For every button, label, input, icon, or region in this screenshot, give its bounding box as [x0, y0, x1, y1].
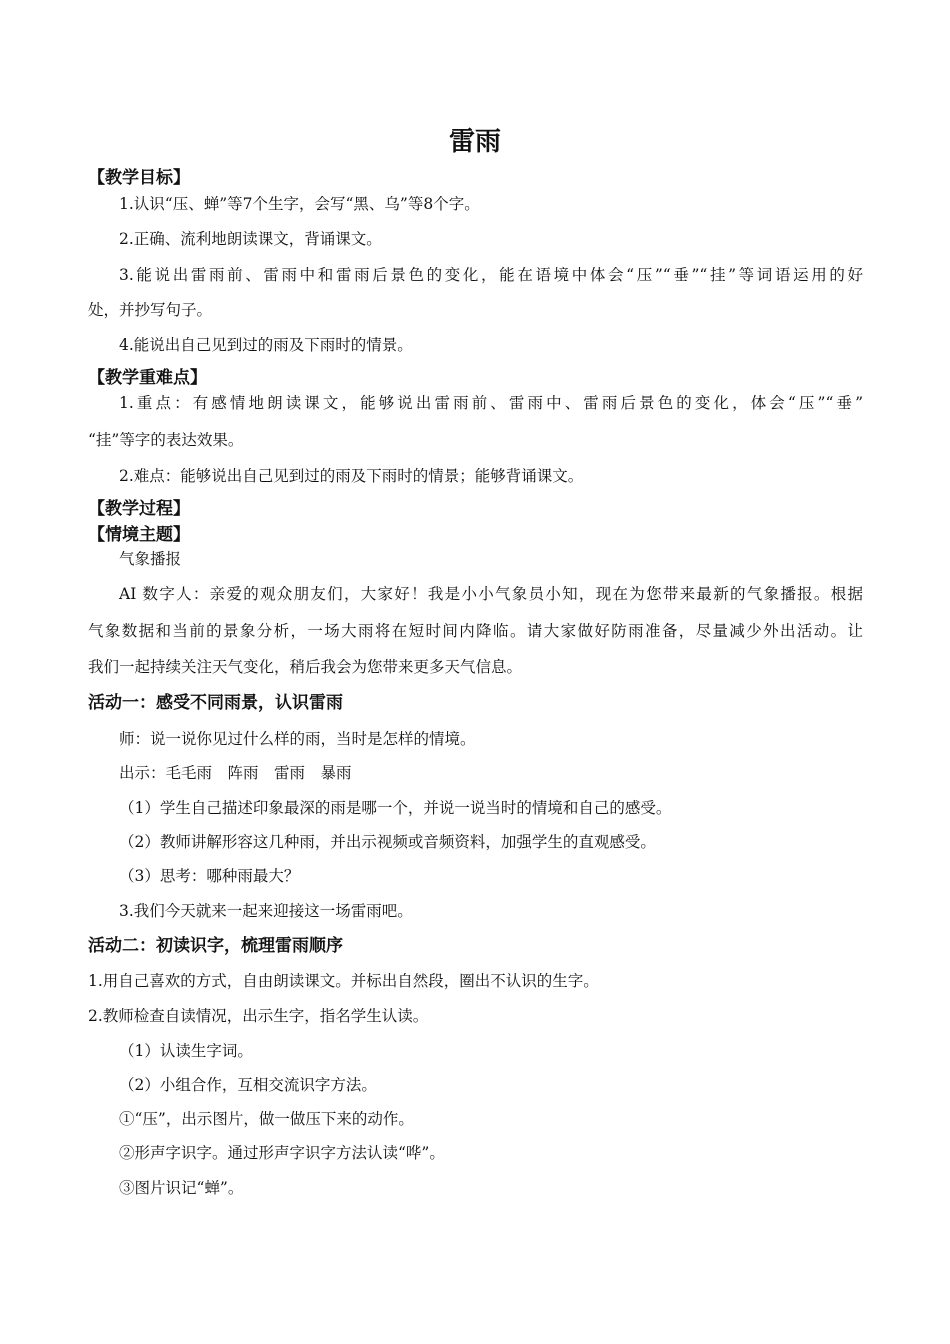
activity1-line: （1）学生自己描述印象最深的雨是哪一个，并说一说当时的情境和自己的感受。 — [119, 799, 672, 817]
activity1-line: （3）思考：哪种雨最大？ — [119, 867, 300, 885]
activity1-line: 出示：毛毛雨 阵雨 雷雨 暴雨 — [119, 764, 352, 782]
goal-line: 2.正确、流利地朗读课文，背诵课文。 — [119, 230, 382, 248]
activity2-line: 1.用自己喜欢的方式，自由朗读课文。并标出自然段，圈出不认识的生字。 — [88, 972, 599, 990]
goal-line: 处，并抄写句子。 — [88, 301, 213, 319]
heading-activity-2: 活动二：初读识字，梳理雷雨顺序 — [88, 936, 343, 956]
activity1-line: 师：说一说你见过什么样的雨，当时是怎样的情境。 — [119, 730, 476, 748]
activity2-line: （2）小组合作，互相交流识字方法。 — [119, 1076, 377, 1094]
key-line: 1.重点：有感情地朗读课文，能够说出雷雨前、雷雨中、雷雨后景色的变化，体会“压”“垂” — [119, 394, 863, 412]
key-line: 2.难点：能够说出自己见到过的雨及下雨时的情景；能够背诵课文。 — [119, 467, 584, 485]
goal-line: 4.能说出自己见到过的雨及下雨时的情景。 — [119, 336, 413, 354]
activity1-line: 3.我们今天就来一起来迎接这一场雷雨吧。 — [119, 902, 413, 920]
activity2-line: 2.教师检查自读情况，出示生字，指名学生认读。 — [88, 1007, 429, 1025]
heading-key-points: 【教学重难点】 — [88, 368, 207, 388]
goal-line: 1.认识“压、蝉”等7个生字，会写“黑、乌”等8个字。 — [119, 195, 480, 213]
activity2-line: ①“压”，出示图片，做一做压下来的动作。 — [119, 1110, 414, 1128]
heading-goals: 【教学目标】 — [88, 168, 190, 188]
theme-line: 气象播报 — [119, 550, 182, 568]
heading-activity-1: 活动一：感受不同雨景，认识雷雨 — [88, 693, 343, 713]
activity2-line: ②形声字识字。通过形声字识字方法认读“哗”。 — [119, 1144, 445, 1162]
activity1-line: （2）教师讲解形容这几种雨，并出示视频或音频资料，加强学生的直观感受。 — [119, 833, 656, 851]
heading-process: 【教学过程】 — [88, 499, 190, 519]
key-line: “挂”等字的表达效果。 — [88, 431, 244, 449]
theme-line: 气象数据和当前的景象分析，一场大雨将在短时间内降临。请大家做好防雨准备，尽量减少外出活动。让 — [88, 622, 863, 640]
activity2-line: （1）认读生字词。 — [119, 1042, 253, 1060]
theme-line: 我们一起持续关注天气变化，稍后我会为您带来更多天气信息。 — [88, 658, 523, 676]
page-title: 雷雨 — [448, 127, 501, 157]
activity2-line: ③图片识记“蝉”。 — [119, 1179, 244, 1197]
goal-line: 3.能说出雷雨前、雷雨中和雷雨后景色的变化，能在语境中体会“压”“垂”“挂”等词语运用的好 — [119, 266, 863, 284]
heading-theme: 【情境主题】 — [88, 525, 190, 545]
theme-line: AI 数字人：亲爱的观众朋友们，大家好！我是小小气象员小知，现在为您带来最新的气象播报。根据 — [119, 585, 863, 603]
